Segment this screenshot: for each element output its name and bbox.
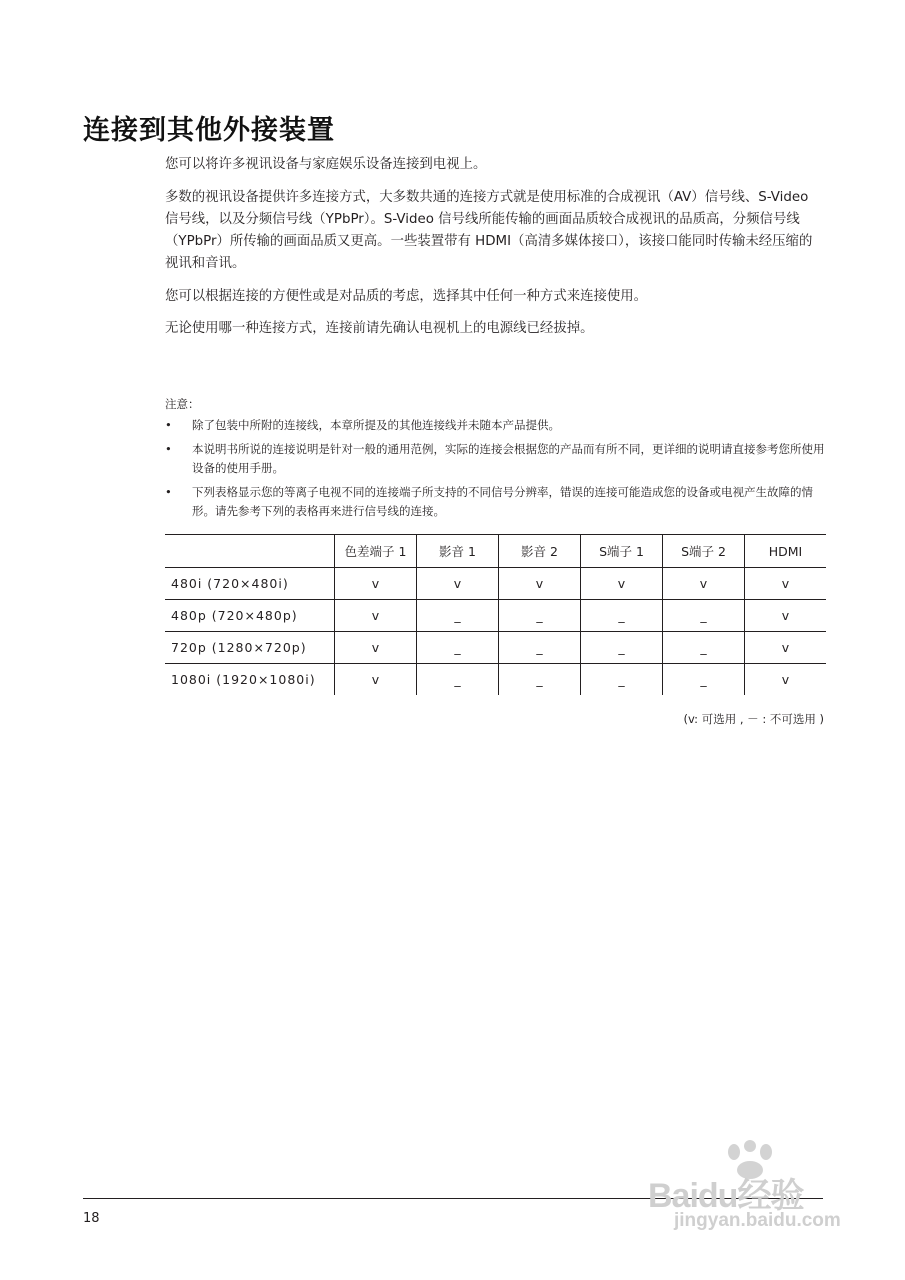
table-cell: v [745,568,827,600]
table-cell: v [335,568,417,600]
page-number: 18 [83,1211,100,1226]
table-header-cell [165,535,335,568]
note-item-text: 下列表格显示您的等离子电视不同的连接端子所支持的不同信号分辨率，错误的连接可能造成您的设备或电视产生故障的情形。请先参考下列的表格再来进行信号线的连接。 [192,485,813,518]
table-cell: _ [581,600,663,632]
bullet-icon: • [165,418,172,432]
table-cell: _ [581,632,663,664]
table-row [165,600,826,632]
table-cell: _ [663,600,745,632]
note-item [165,440,827,478]
table-cell: _ [499,632,581,664]
note-list [165,416,827,521]
bullet-icon: • [165,442,172,456]
resolution-cell: 720p (1280×720p) [165,632,335,664]
intro-paragraph: 您可以将许多视讯设备与家庭娱乐设备连接到电视上。 [165,157,487,172]
page-title: 连接到其他外接装置 [83,115,335,146]
table-row [165,664,826,696]
table-cell: _ [663,664,745,696]
table-cell: _ [499,664,581,696]
connection-types-paragraph: 多数的视讯设备提供许多连接方式，大多数共通的连接方式就是使用标准的合成视讯（AV）信号线、S-Video 信号线，以及分频信号线（YPbPr）。S-Video 信号线所能传输的画面品质较合成视讯的品质高，分频信号线（YPbPr）所传输的画面品质又更高。一些装置带有 HDMI（高清多媒体接口），该接口能同时传输未经压缩的视讯和音讯。 [165,190,813,271]
table-header-cell: 影音 1 [417,535,499,568]
table-cell: v [581,568,663,600]
resolution-cell: 480p (720×480p) [165,600,335,632]
table-header-cell: S端子 2 [663,535,745,568]
table-cell: v [499,568,581,600]
note-title: 注意： [165,397,200,411]
table-cell: v [745,632,827,664]
table-legend: (v: 可选用 , － : 不可选用 ) [683,712,824,726]
table-cell: _ [417,664,499,696]
table-cell: v [335,664,417,696]
watermark-url: jingyan.baidu.com [674,1210,841,1231]
note-item [165,483,827,521]
table-cell: v [335,632,417,664]
resolution-cell: 480i (720×480i) [165,568,335,600]
table-header-row [165,535,826,568]
table-cell: _ [499,600,581,632]
note-item [165,416,827,435]
table-row [165,632,826,664]
bullet-icon: • [165,485,172,499]
table-cell: v [745,664,827,696]
choice-paragraph: 您可以根据连接的方便性或是对品质的考虑，选择其中任何一种方式来连接使用。 [165,289,648,304]
table-header-cell: 色差端子 1 [335,535,417,568]
table-cell: _ [663,632,745,664]
table-cell: v [745,600,827,632]
table-header-cell: HDMI [745,535,827,568]
power-warning-paragraph: 无论使用哪一种连接方式，连接前请先确认电视机上的电源线已经拔掉。 [165,321,594,336]
note-item-text: 除了包装中所附的连接线，本章所提及的其他连接线并未随本产品提供。 [192,418,560,432]
table-cell: v [417,568,499,600]
signal-resolution-table [165,534,826,695]
table-cell: _ [417,600,499,632]
watermark-logo: Baidu经验 [648,1177,804,1215]
table-cell: v [663,568,745,600]
note-section [165,394,827,526]
baidu-jingyan-watermark [648,1140,853,1250]
table-row [165,568,826,600]
table-cell: _ [581,664,663,696]
table-cell: v [335,600,417,632]
table-header-cell: 影音 2 [499,535,581,568]
resolution-cell: 1080i (1920×1080i) [165,664,335,696]
table-header-cell: S端子 1 [581,535,663,568]
note-item-text: 本说明书所说的连接说明是针对一般的通用范例，实际的连接会根据您的产品而有所不同，更详细的说明请直接参考您所使用设备的使用手册。 [192,442,825,475]
table-cell: _ [417,632,499,664]
